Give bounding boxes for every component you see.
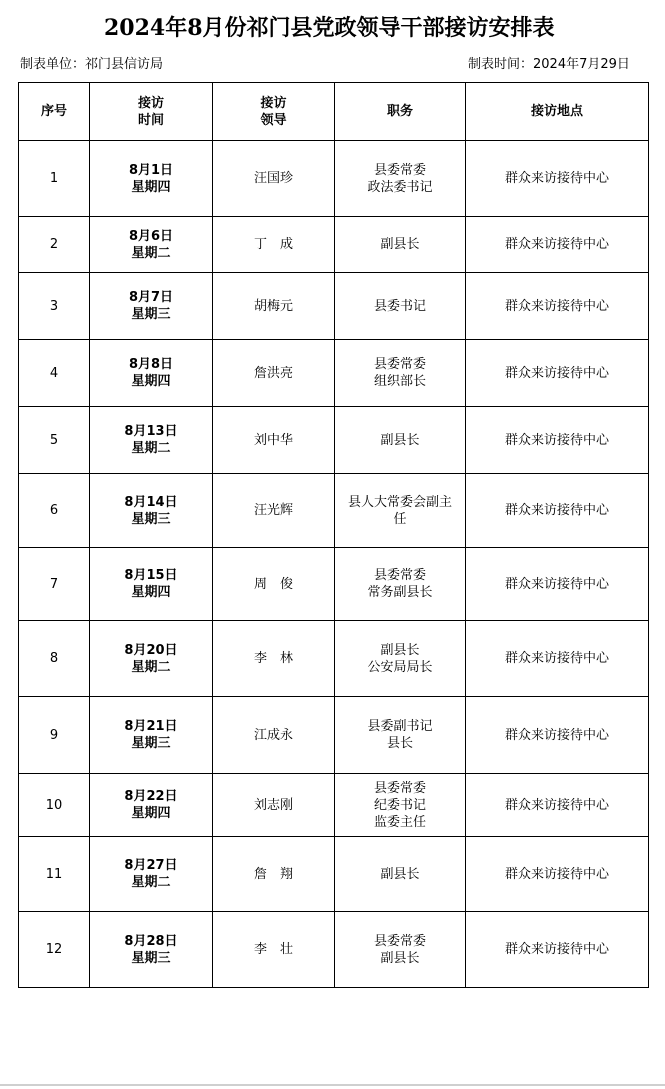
row-duty: 县委常委 常务副县长 <box>335 548 466 621</box>
row-date: 8月27日 星期二 <box>90 837 213 912</box>
row-place: 群众来访接待中心 <box>466 621 649 697</box>
row-leader: 汪光辉 <box>213 474 335 548</box>
row-duty: 县委常委 政法委书记 <box>335 141 466 217</box>
row-no: 1 <box>19 141 90 217</box>
row-date: 8月8日 星期四 <box>90 340 213 407</box>
row-date: 8月28日 星期三 <box>90 912 213 988</box>
row-date: 8月20日 星期二 <box>90 621 213 697</box>
header-duty: 职务 <box>335 83 466 141</box>
table-row <box>19 273 649 340</box>
row-no: 4 <box>19 340 90 407</box>
row-date: 8月13日 星期二 <box>90 407 213 474</box>
row-no: 9 <box>19 697 90 774</box>
row-place: 群众来访接待中心 <box>466 474 649 548</box>
row-no: 8 <box>19 621 90 697</box>
row-duty: 县人大常委会副主 任 <box>335 474 466 548</box>
row-place: 群众来访接待中心 <box>466 217 649 273</box>
row-no: 3 <box>19 273 90 340</box>
row-place: 群众来访接待中心 <box>466 273 649 340</box>
row-no: 5 <box>19 407 90 474</box>
row-leader: 江成永 <box>213 697 335 774</box>
row-leader: 汪国珍 <box>213 141 335 217</box>
schedule-table <box>18 82 649 988</box>
header-place: 接访地点 <box>466 83 649 141</box>
row-leader: 周 俊 <box>213 548 335 621</box>
row-no: 6 <box>19 474 90 548</box>
row-duty: 县委常委 纪委书记 监委主任 <box>335 774 466 837</box>
row-leader: 刘志刚 <box>213 774 335 837</box>
row-duty: 副县长 <box>335 217 466 273</box>
row-duty: 副县长 <box>335 407 466 474</box>
row-leader: 李 林 <box>213 621 335 697</box>
issuing-unit: 制表单位：祁门县信访局 <box>20 57 164 72</box>
row-date: 8月22日 星期四 <box>90 774 213 837</box>
row-leader: 詹洪亮 <box>213 340 335 407</box>
row-place: 群众来访接待中心 <box>466 697 649 774</box>
row-date: 8月14日 星期三 <box>90 474 213 548</box>
header-no: 序号 <box>19 83 90 141</box>
table-header-row <box>19 83 649 141</box>
row-duty: 县委副书记 县长 <box>335 697 466 774</box>
row-no: 11 <box>19 837 90 912</box>
row-date: 8月15日 星期四 <box>90 548 213 621</box>
table-row <box>19 474 649 548</box>
row-place: 群众来访接待中心 <box>466 407 649 474</box>
row-date: 8月1日 星期四 <box>90 141 213 217</box>
table-row <box>19 340 649 407</box>
row-no: 7 <box>19 548 90 621</box>
row-leader: 胡梅元 <box>213 273 335 340</box>
row-leader: 丁 成 <box>213 217 335 273</box>
row-place: 群众来访接待中心 <box>466 548 649 621</box>
row-place: 群众来访接待中心 <box>466 912 649 988</box>
page-title: 2024年8月份祁门县党政领导干部接访安排表 <box>104 15 555 41</box>
row-date: 8月6日 星期二 <box>90 217 213 273</box>
row-date: 8月7日 星期三 <box>90 273 213 340</box>
table-row <box>19 141 649 217</box>
row-no: 2 <box>19 217 90 273</box>
row-place: 群众来访接待中心 <box>466 141 649 217</box>
row-leader: 刘中华 <box>213 407 335 474</box>
table-row <box>19 837 649 912</box>
row-date: 8月21日 星期三 <box>90 697 213 774</box>
row-duty: 县委常委 组织部长 <box>335 340 466 407</box>
row-leader: 詹 翔 <box>213 837 335 912</box>
row-duty: 县委常委 副县长 <box>335 912 466 988</box>
row-place: 群众来访接待中心 <box>466 837 649 912</box>
table-row <box>19 697 649 774</box>
table-row <box>19 912 649 988</box>
row-duty: 副县长 <box>335 837 466 912</box>
page-bottom-divider <box>0 1084 665 1086</box>
row-place: 群众来访接待中心 <box>466 774 649 837</box>
table-row <box>19 774 649 837</box>
header-leader: 接访 领导 <box>213 83 335 141</box>
row-no: 12 <box>19 912 90 988</box>
row-duty: 副县长 公安局局长 <box>335 621 466 697</box>
table-row <box>19 621 649 697</box>
row-no: 10 <box>19 774 90 837</box>
table-row <box>19 407 649 474</box>
table-row <box>19 548 649 621</box>
header-date: 接访 时间 <box>90 83 213 141</box>
issue-date: 制表时间：2024年7月29日 <box>468 57 630 72</box>
row-place: 群众来访接待中心 <box>466 340 649 407</box>
table-row <box>19 217 649 273</box>
row-leader: 李 壮 <box>213 912 335 988</box>
row-duty: 县委书记 <box>335 273 466 340</box>
